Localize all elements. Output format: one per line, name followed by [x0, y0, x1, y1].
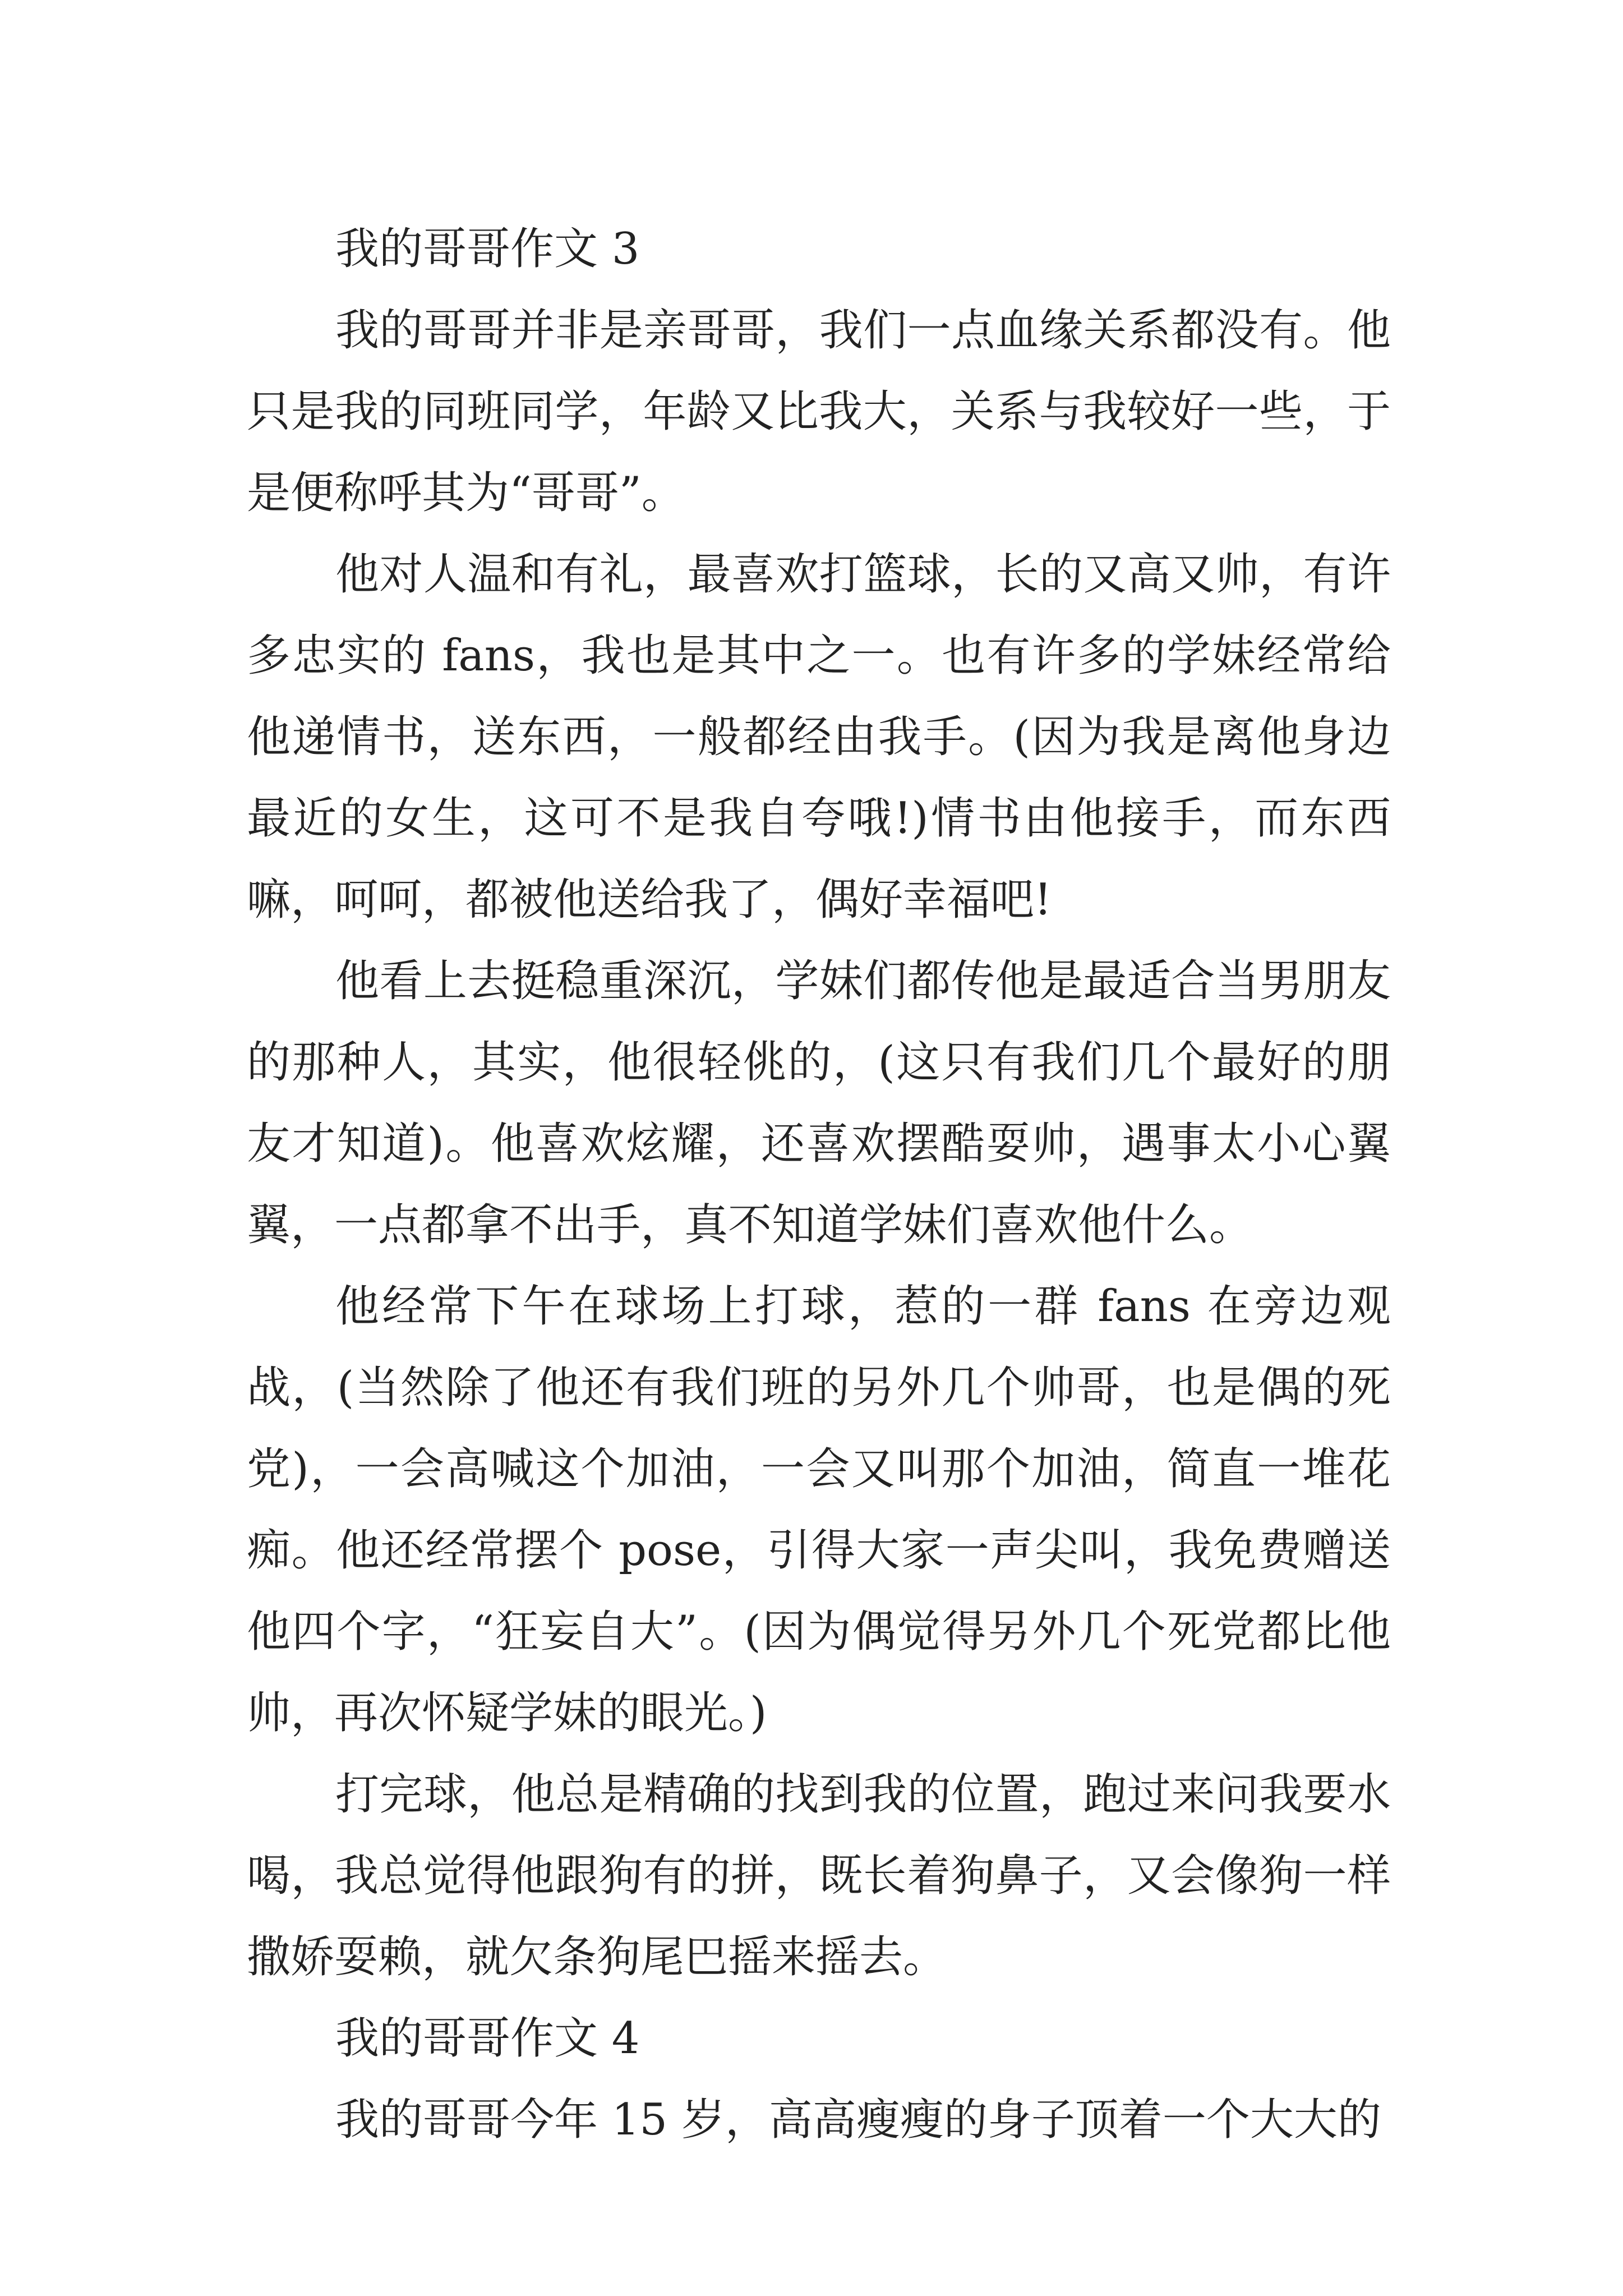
paragraph: 他对人温和有礼，最喜欢打篮球，长的又高又帅，有许多忠实的 fans，我也是其中之一。也有许多的学妹经常给他递情书，送东西，一般都经由我手。(因为我是离他身边最近的女生，这可不是我自夸哦!)情书由他接手，而东西嘛，呵呵，都被他送给我了，偶好幸福吧! — [247, 549, 1391, 925]
essay-heading-3: 我的哥哥作文 3 — [335, 224, 640, 274]
paragraph: 他经常下午在球场上打球，惹的一群 fans 在旁边观战，(当然除了他还有我们班的另外几个帅哥，也是偶的死党)，一会高喊这个加油，一会又叫那个加油，简直一堆花痴。他还经常摆个 pose，引得大家一声尖叫，我免费赠送他四个字，“狂妄自大”。(因为偶觉得另外几个死党都比他帅，再次怀疑学妹的眼光。) — [247, 1281, 1391, 1738]
paragraph: 打完球，他总是精确的找到我的位置，跑过来问我要水喝，我总觉得他跟狗有的拼，既长着狗鼻子，又会像狗一样撒娇耍赖，就欠条狗尾巴摇来摇去。 — [247, 1769, 1391, 1982]
paragraph: 我的哥哥并非是亲哥哥，我们一点血缘关系都没有。他只是我的同班同学，年龄又比我大，关系与我较好一些，于是便称呼其为“哥哥”。 — [247, 305, 1391, 518]
paragraph: 我的哥哥今年 15 岁，高高瘦瘦的身子顶着一个大大的 — [335, 2095, 1381, 2145]
document-body — [247, 209, 1391, 2161]
paragraph: 他看上去挺稳重深沉，学妹们都传他是最适合当男朋友的那种人，其实，他很轻佻的，(这只有我们几个最好的朋友才知道)。他喜欢炫耀，还喜欢摆酷耍帅，遇事太小心翼翼，一点都拿不出手，真不知道学妹们喜欢他什么。 — [247, 956, 1391, 1250]
essay-heading-4: 我的哥哥作文 4 — [335, 2013, 640, 2064]
